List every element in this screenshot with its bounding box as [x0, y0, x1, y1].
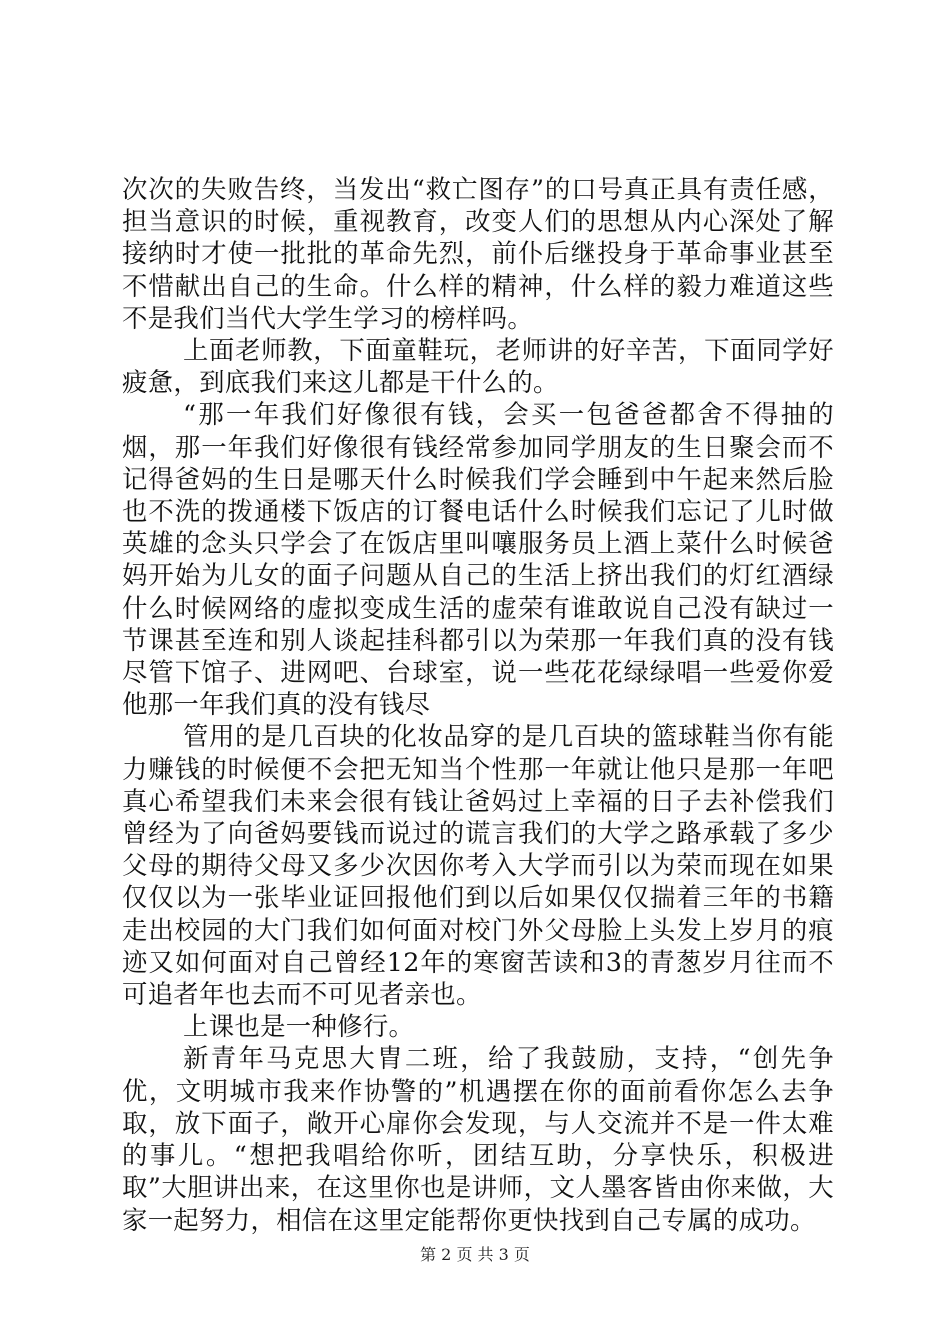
- document-body: [122, 173, 834, 1236]
- paragraph-5: 上课也是一种修行。: [183, 1011, 415, 1042]
- page-number-footer: 第 2 页 共 3 页: [420, 1245, 530, 1264]
- paragraph-1: 次次的失败告终，当发出“救亡图存”的口号真正具有责任感，担当意识的时候，重视教育，改变人们的思想从内心深处了解接纳时才使一批批的革命先烈，前仆后继投身于革命事业甚至不惜献出自己的生命。什么样的精神，什么样的毅力难道这些不是我们当代大学生学习的榜样吗。: [122, 174, 834, 333]
- paragraph-3: “那一年我们好像很有钱，会买一包爸爸都舍不得抽的烟，那一年我们好像很有钱经常参加同学朋友的生日聚会而不记得爸妈的生日是哪天什么时候我们学会睡到中午起来然后脸也不洗的拨通楼下饭店的订餐电话什么时候我们忘记了儿时做英雄的念头只学会了在饭店里叫嚷服务员上酒上菜什么时候爸妈开始为儿女的面子问题从自己的生活上挤出我们的灯红酒绿什么时候网络的虚拟变成生活的虚荣有谁敢说自己没有缺过一节课甚至连和别人谈起挂科都引以为荣那一年我们真的没有钱尽管下馆子、进网吧、台球室，说一些花花绿绿唱一些爱你爱他那一年我们真的没有钱尽: [122, 399, 834, 720]
- paragraph-4: 管用的是几百块的化妆品穿的是几百块的篮球鞋当你有能力赚钱的时候便不会把无知当个性那一年就让他只是那一年吧真心希望我们未来会很有钱让爸妈过上幸福的日子去补偿我们曾经为了向爸妈要钱而说过的谎言我们的大学之路承载了多少父母的期待父母又多少次因你考入大学而引以为荣而现在如果仅仅以为一张毕业证回报他们到以后如果仅仅揣着三年的书籍走出校园的大门我们如何面对校门外父母脸上头发上岁月的痕迹又如何面对自己曾经12年的寒窗苦读和3的青葱岁月往而不可追者年也去而不可见者亲也。: [122, 721, 834, 1010]
- paragraph-2: 上面老师教，下面童鞋玩，老师讲的好辛苦，下面同学好疲惫，到底我们来这儿都是干什么的。: [122, 335, 834, 398]
- paragraph-6: 新青年马克思大胄二班，给了我鼓励，支持，“创先争优，文明城市我来作协警的”机遇摆在你的面前看你怎么去争取，放下面子，敞开心扉你会发现，与人交流并不是一件太难的事儿。“想把我唱给你听，团结互助，分享快乐，积极进取”大胆讲出来，在这里你也是讲师，文人墨客皆由你来做，大家一起努力，相信在这里定能帮你更快找到自己专属的成功。: [122, 1043, 834, 1235]
